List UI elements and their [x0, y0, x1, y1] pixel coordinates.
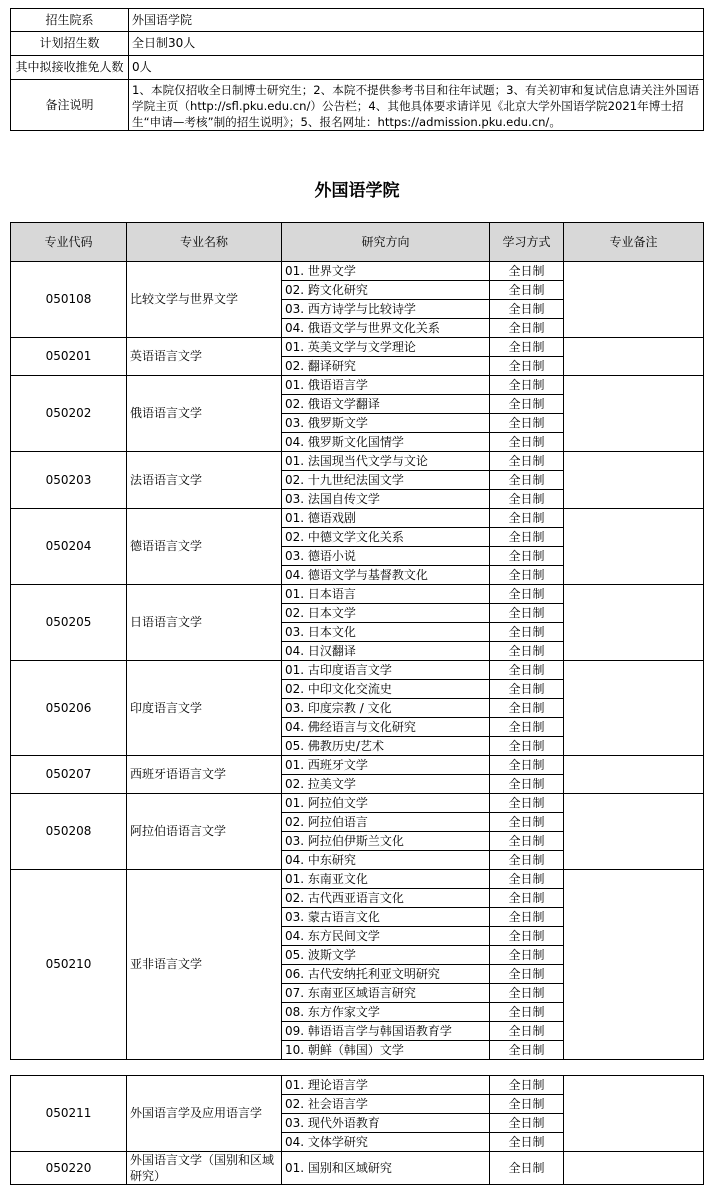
major-name: 亚非语言文学: [127, 870, 282, 1060]
direction: 04. 佛经语言与文化研究: [282, 718, 490, 737]
study-mode: 全日制: [490, 623, 564, 642]
direction: 04. 日汉翻译: [282, 642, 490, 661]
info-label: 其中拟接收推免人数: [11, 56, 129, 80]
table-row: [11, 509, 704, 528]
info-row: [11, 9, 704, 32]
study-mode: 全日制: [490, 319, 564, 338]
info-row: [11, 32, 704, 56]
study-mode: 全日制: [490, 1076, 564, 1095]
study-mode: 全日制: [490, 832, 564, 851]
header-name: 专业名称: [127, 223, 282, 262]
info-table: [10, 8, 704, 131]
direction: 02. 社会语言学: [282, 1095, 490, 1114]
major-code: 050201: [11, 338, 127, 376]
major-name: 外国语言学及应用语言学: [127, 1076, 282, 1152]
direction: 05. 波斯文学: [282, 946, 490, 965]
direction: 04. 文体学研究: [282, 1133, 490, 1152]
study-mode: 全日制: [490, 433, 564, 452]
direction: 10. 朝鲜（韩国）文学: [282, 1041, 490, 1060]
table-row: [11, 1076, 704, 1095]
header-code: 专业代码: [11, 223, 127, 262]
direction: 03. 西方诗学与比较诗学: [282, 300, 490, 319]
direction: 01. 俄语语言学: [282, 376, 490, 395]
major-code: 050204: [11, 509, 127, 585]
study-mode: 全日制: [490, 604, 564, 623]
direction: 01. 英美文学与文学理论: [282, 338, 490, 357]
table-row: [11, 452, 704, 471]
direction: 08. 东方作家文学: [282, 1003, 490, 1022]
direction: 02. 中德文学文化关系: [282, 528, 490, 547]
study-mode: 全日制: [490, 756, 564, 775]
study-mode: 全日制: [490, 395, 564, 414]
major-code: 050205: [11, 585, 127, 661]
info-value: 外国语学院: [129, 9, 704, 32]
major-name: 阿拉伯语语言文学: [127, 794, 282, 870]
major-code: 050206: [11, 661, 127, 756]
table-row: [11, 756, 704, 775]
page-title: 外国语学院: [314, 181, 400, 201]
info-value: 全日制30人: [129, 32, 704, 56]
info-row: [11, 80, 704, 131]
study-mode: 全日制: [490, 927, 564, 946]
study-mode: 全日制: [490, 908, 564, 927]
major-remark: [564, 756, 704, 794]
info-label: 计划招生数: [11, 32, 129, 56]
study-mode: 全日制: [490, 737, 564, 756]
direction: 02. 十九世纪法国文学: [282, 471, 490, 490]
direction: 03. 日本文化: [282, 623, 490, 642]
direction: 02. 古代西亚语言文化: [282, 889, 490, 908]
major-name: 法语语言文学: [127, 452, 282, 509]
header-direction: 研究方向: [282, 223, 490, 262]
study-mode: 全日制: [490, 1152, 564, 1185]
direction: 02. 日本文学: [282, 604, 490, 623]
major-code: 050203: [11, 452, 127, 509]
study-mode: 全日制: [490, 642, 564, 661]
direction: 01. 西班牙文学: [282, 756, 490, 775]
study-mode: 全日制: [490, 794, 564, 813]
direction: 01. 德语戏剧: [282, 509, 490, 528]
direction: 01. 世界文学: [282, 262, 490, 281]
major-remark: [564, 661, 704, 756]
study-mode: 全日制: [490, 566, 564, 585]
table-row: [11, 1152, 704, 1185]
direction: 02. 中印文化交流史: [282, 680, 490, 699]
direction: 05. 佛教历史/艺术: [282, 737, 490, 756]
direction: 04. 俄罗斯文化国情学: [282, 433, 490, 452]
study-mode: 全日制: [490, 528, 564, 547]
study-mode: 全日制: [490, 851, 564, 870]
direction: 01. 理论语言学: [282, 1076, 490, 1095]
direction: 02. 翻译研究: [282, 357, 490, 376]
study-mode: 全日制: [490, 870, 564, 889]
direction: 04. 德语文学与基督教文化: [282, 566, 490, 585]
direction: 03. 阿拉伯伊斯兰文化: [282, 832, 490, 851]
major-remark: [564, 1152, 704, 1185]
major-table: [10, 222, 704, 1060]
direction: 03. 印度宗教 / 文化: [282, 699, 490, 718]
direction: 03. 德语小说: [282, 547, 490, 566]
study-mode: 全日制: [490, 452, 564, 471]
study-mode: 全日制: [490, 889, 564, 908]
direction: 01. 东南亚文化: [282, 870, 490, 889]
study-mode: 全日制: [490, 262, 564, 281]
major-remark: [564, 262, 704, 338]
study-mode: 全日制: [490, 661, 564, 680]
major-name: 德语语言文学: [127, 509, 282, 585]
study-mode: 全日制: [490, 471, 564, 490]
major-table-continued: [10, 1075, 704, 1185]
direction: 03. 法国自传文学: [282, 490, 490, 509]
table-row: [11, 338, 704, 357]
study-mode: 全日制: [490, 946, 564, 965]
study-mode: 全日制: [490, 1022, 564, 1041]
major-remark: [564, 585, 704, 661]
study-mode: 全日制: [490, 357, 564, 376]
major-remark: [564, 452, 704, 509]
direction: 04. 东方民间文学: [282, 927, 490, 946]
study-mode: 全日制: [490, 300, 564, 319]
study-mode: 全日制: [490, 1041, 564, 1060]
study-mode: 全日制: [490, 585, 564, 604]
direction: 01. 国别和区域研究: [282, 1152, 490, 1185]
direction: 03. 蒙古语言文化: [282, 908, 490, 927]
study-mode: 全日制: [490, 281, 564, 300]
study-mode: 全日制: [490, 1114, 564, 1133]
major-remark: [564, 338, 704, 376]
info-value: 1、本院仅招收全日制博士研究生；2、本院不提供参考书目和往年试题；3、有关初审和复试信息请关注外国语学院主页（http://sfl.pku.edu.cn/）公告栏；4、其他具体要求请详见《北京大学外国语学院2021年博士招生“申请—考核”制的招生说明》；5、报名网址：https://admission.pku.edu.cn/。: [129, 80, 704, 131]
major-remark: [564, 376, 704, 452]
direction: 04. 中东研究: [282, 851, 490, 870]
table-row: [11, 585, 704, 604]
major-code: 050202: [11, 376, 127, 452]
major-code: 050211: [11, 1076, 127, 1152]
study-mode: 全日制: [490, 338, 564, 357]
major-code: 050220: [11, 1152, 127, 1185]
study-mode: 全日制: [490, 1133, 564, 1152]
major-name: 印度语言文学: [127, 661, 282, 756]
info-row: [11, 56, 704, 80]
study-mode: 全日制: [490, 813, 564, 832]
study-mode: 全日制: [490, 1095, 564, 1114]
header-remark: 专业备注: [564, 223, 704, 262]
major-code: 050208: [11, 794, 127, 870]
direction: 02. 俄语文学翻译: [282, 395, 490, 414]
major-name: 比较文学与世界文学: [127, 262, 282, 338]
direction: 02. 跨文化研究: [282, 281, 490, 300]
major-remark: [564, 1076, 704, 1152]
study-mode: 全日制: [490, 1003, 564, 1022]
major-name: 俄语语言文学: [127, 376, 282, 452]
table-row: [11, 870, 704, 889]
direction: 01. 古印度语言文学: [282, 661, 490, 680]
major-code: 050108: [11, 262, 127, 338]
info-value: 0人: [129, 56, 704, 80]
study-mode: 全日制: [490, 984, 564, 1003]
study-mode: 全日制: [490, 509, 564, 528]
study-mode: 全日制: [490, 718, 564, 737]
study-mode: 全日制: [490, 414, 564, 433]
direction: 03. 俄罗斯文学: [282, 414, 490, 433]
table-row: [11, 661, 704, 680]
header-mode: 学习方式: [490, 223, 564, 262]
study-mode: 全日制: [490, 965, 564, 984]
major-name: 外国语言文学（国别和区域研究）: [127, 1152, 282, 1185]
table-row: [11, 376, 704, 395]
major-name: 西班牙语语言文学: [127, 756, 282, 794]
major-remark: [564, 509, 704, 585]
major-code: 050210: [11, 870, 127, 1060]
study-mode: 全日制: [490, 680, 564, 699]
direction: 01. 日本语言: [282, 585, 490, 604]
direction: 09. 韩语语言学与韩国语教育学: [282, 1022, 490, 1041]
table-header-row: [11, 223, 704, 262]
info-label: 招生院系: [11, 9, 129, 32]
direction: 01. 阿拉伯文学: [282, 794, 490, 813]
major-name: 英语语言文学: [127, 338, 282, 376]
study-mode: 全日制: [490, 547, 564, 566]
direction: 07. 东南亚区域语言研究: [282, 984, 490, 1003]
major-remark: [564, 794, 704, 870]
direction: 04. 俄语文学与世界文化关系: [282, 319, 490, 338]
direction: 02. 拉美文学: [282, 775, 490, 794]
study-mode: 全日制: [490, 775, 564, 794]
table-row: [11, 262, 704, 281]
table-row: [11, 794, 704, 813]
direction: 03. 现代外语教育: [282, 1114, 490, 1133]
direction: 01. 法国现当代文学与文论: [282, 452, 490, 471]
study-mode: 全日制: [490, 699, 564, 718]
direction: 02. 阿拉伯语言: [282, 813, 490, 832]
direction: 06. 古代安纳托利亚文明研究: [282, 965, 490, 984]
major-name: 日语语言文学: [127, 585, 282, 661]
major-code: 050207: [11, 756, 127, 794]
major-remark: [564, 870, 704, 1060]
study-mode: 全日制: [490, 376, 564, 395]
study-mode: 全日制: [490, 490, 564, 509]
info-label: 备注说明: [11, 80, 129, 131]
